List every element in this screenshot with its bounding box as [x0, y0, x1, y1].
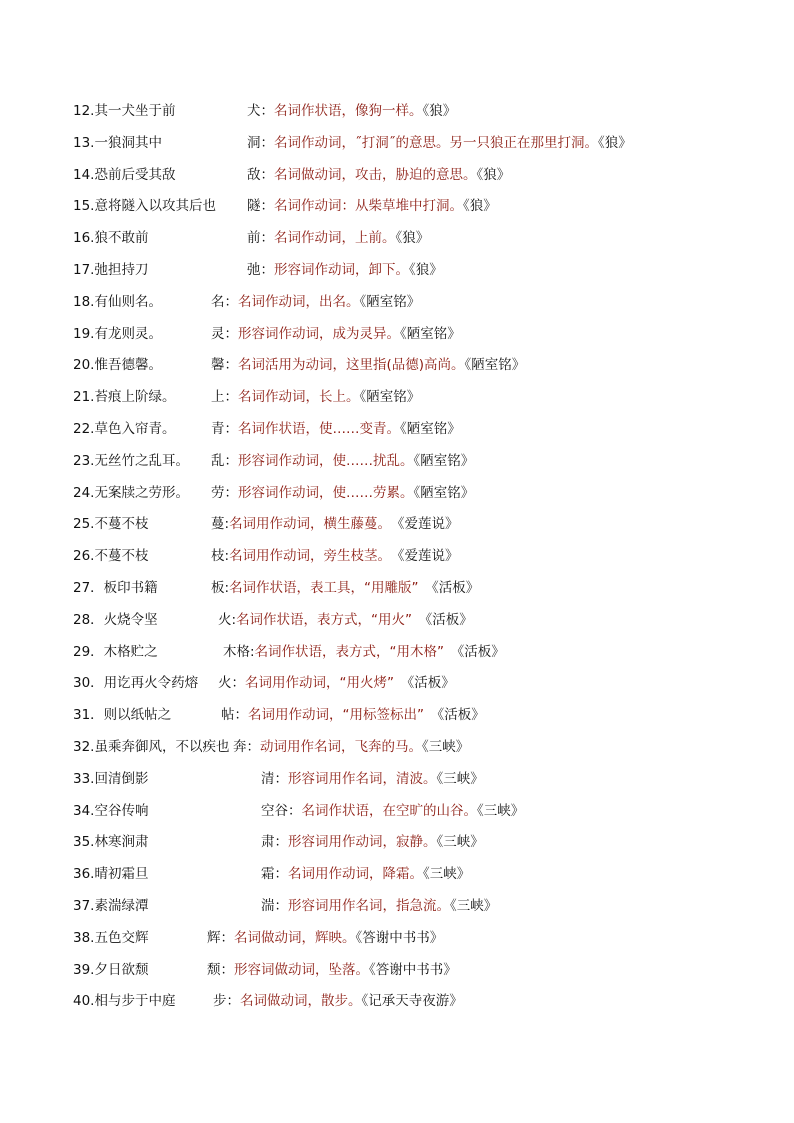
source-phrase: 27．板印书籍: [73, 580, 158, 596]
list-item: [73, 990, 784, 1012]
annotation: [211, 354, 525, 376]
list-item: [73, 450, 784, 472]
source-title: 《活板》: [418, 580, 480, 596]
list-item: [73, 736, 784, 758]
source-phrase: 28．火烧令坚: [73, 611, 158, 628]
annotation: [223, 641, 505, 663]
list-item: [73, 545, 784, 567]
source-title: 《三峡》: [450, 898, 498, 914]
target-word: 劳：: [211, 484, 238, 501]
source-phrase: 38.五色交辉: [73, 929, 149, 946]
explanation: 名词活用为动词，这里指(品德)高尚。: [238, 357, 465, 374]
list-item: [73, 227, 784, 249]
source-title: 《陋室铭》: [359, 293, 421, 310]
annotation: [247, 132, 632, 154]
annotation: [247, 100, 456, 122]
annotation: [211, 418, 461, 440]
annotation: [211, 545, 459, 567]
target-word: 隧：: [247, 198, 274, 215]
target-word: 湍：: [261, 898, 288, 914]
source-phrase: 37.素湍绿潭: [73, 898, 149, 914]
source-phrase: 22.草色入帘青。: [73, 421, 176, 437]
annotation: [261, 863, 470, 885]
explanation: 形容词作动词，使……劳累。: [238, 484, 414, 501]
source-phrase: 19.有龙则灵。: [73, 325, 162, 342]
source-title: 《陋室铭》: [413, 484, 475, 501]
explanation: 名词作状语，在空旷的山谷。: [301, 802, 477, 819]
source-phrase: 12.其一犬坐于前: [73, 103, 176, 119]
source-title: 《狼》: [476, 166, 511, 183]
source-phrase: 40.相与步于中庭: [73, 993, 176, 1010]
target-word: 霜：: [261, 866, 288, 883]
annotation: [207, 959, 457, 981]
annotation: [247, 195, 497, 217]
list-item: [73, 291, 784, 313]
source-phrase: 26.不蔓不枝: [73, 548, 149, 565]
target-word: 木格:: [223, 643, 255, 660]
target-word: 奔：: [233, 739, 260, 755]
source-title: 《三峡》: [422, 739, 470, 755]
explanation: 名词用作动词，“用标签标出”: [248, 707, 424, 724]
annotation: [247, 164, 510, 186]
source-title: 《三峡》: [436, 770, 484, 787]
target-word: 敌：: [247, 166, 274, 183]
explanation: 名词做动词，散步。: [240, 993, 362, 1010]
explanation: 形容词用作名词，指急流。: [288, 898, 450, 914]
list-item: [73, 259, 784, 281]
explanation: 形容词作动词，卸下。: [274, 262, 409, 278]
list-item: [73, 863, 784, 885]
source-phrase: 39.夕日欲颓: [73, 961, 149, 978]
source-phrase: 17.弛担持刀: [73, 262, 149, 278]
annotation: [211, 450, 474, 472]
explanation: 名词用作动词，旁生枝茎。: [229, 548, 385, 565]
target-word: 空谷：: [261, 802, 302, 819]
target-word: 犬：: [247, 103, 274, 119]
list-item: [73, 959, 784, 981]
explanation: 名词作动词，˝打洞˝的意思。另一只狼正在那里打洞。: [274, 134, 598, 151]
source-title: 《狼》: [422, 103, 457, 119]
target-word: 肃：: [261, 834, 288, 851]
source-title: 《狼》: [598, 134, 632, 151]
source-phrase: 30．用讫再火令药熔: [73, 675, 199, 692]
target-word: 颓：: [207, 961, 234, 978]
list-item: [73, 132, 784, 154]
source-phrase: 18.有仙则名。: [73, 293, 162, 310]
target-word: 馨：: [211, 357, 238, 374]
target-word: 上：: [211, 389, 238, 406]
list-item: [73, 704, 784, 726]
annotation: [211, 482, 474, 504]
source-title: 《答谢中书书》: [355, 929, 444, 946]
source-phrase: 36.晴初霜旦: [73, 866, 149, 883]
annotation: [221, 704, 485, 726]
source-title: 《爱莲说》: [384, 548, 459, 565]
explanation: 形容词做动词，坠落。: [234, 961, 369, 978]
annotation: [218, 609, 473, 631]
explanation: 名词做动词，攻击，胁迫的意思。: [274, 166, 477, 183]
annotation: [233, 736, 469, 758]
explanation: 名词作动词，长上。: [238, 389, 360, 406]
source-title: 《陋室铭》: [413, 452, 475, 469]
source-title: 《活板》: [412, 611, 473, 628]
explanation: 名词作状语，表方式，“用木格”: [254, 643, 445, 660]
source-title: 《陋室铭》: [359, 389, 421, 406]
source-title: 《狼》: [463, 198, 497, 215]
explanation: 动词用作名词，飞奔的马。: [260, 739, 422, 755]
list-item: [73, 672, 784, 694]
explanation: 名词作状语，表工具，“用雕版”: [229, 580, 419, 596]
source-title: 《答谢中书书》: [369, 961, 457, 978]
list-item: [73, 927, 784, 949]
source-phrase: 35.林寒涧肃: [73, 834, 149, 851]
source-title: 《狼》: [409, 262, 443, 278]
source-phrase: 29．木格贮之: [73, 643, 158, 660]
target-word: 火:: [218, 611, 237, 628]
target-word: 清：: [261, 770, 288, 787]
explanation: 形容词用作动词，寂静。: [288, 834, 437, 851]
list-item: [73, 768, 784, 790]
list-item: [73, 418, 784, 440]
target-word: 灵：: [211, 325, 238, 342]
annotation: [211, 291, 420, 313]
explanation: 名词作动词：从柴草堆中打洞。: [274, 198, 463, 215]
annotation: [211, 513, 459, 535]
explanation: 形容词用作名词，清波。: [288, 770, 437, 787]
source-title: 《狼》: [395, 230, 430, 247]
list-item: [73, 577, 784, 599]
source-title: 《陋室铭》: [400, 421, 461, 437]
explanation: 名词用作动词，降霜。: [288, 866, 423, 883]
explanation: 名词作动词，上前。: [274, 230, 396, 247]
source-phrase: 15.意将隧入以攻其后也: [73, 198, 216, 215]
annotation: [218, 672, 455, 694]
explanation: 形容词作动词，使……扰乱。: [238, 452, 414, 469]
source-title: 《记承天寺夜游》: [361, 993, 463, 1010]
source-phrase: 24.无案牍之劳形。: [73, 484, 189, 501]
source-phrase: 21.苔痕上阶绿。: [73, 389, 176, 406]
annotation: [211, 323, 461, 345]
list-item: [73, 513, 784, 535]
source-title: 《陋室铭》: [400, 325, 461, 342]
source-phrase: 14.恐前后受其敌: [73, 166, 176, 183]
target-word: 步：: [213, 993, 240, 1010]
source-title: 《活板》: [444, 643, 505, 660]
source-phrase: 13.一狼洞其中: [73, 134, 162, 151]
source-title: 《活板》: [424, 707, 485, 724]
target-word: 洞：: [247, 134, 274, 151]
list-item: [73, 164, 784, 186]
annotation: [211, 386, 420, 408]
annotation: [261, 800, 524, 822]
target-word: 前：: [247, 230, 274, 247]
list-item: [73, 609, 784, 631]
explanation: 名词作动词，出名。: [238, 293, 360, 310]
source-title: 《三峡》: [423, 866, 471, 883]
source-phrase: 25.不蔓不枝: [73, 516, 149, 533]
list-item: [73, 323, 784, 345]
list-item: [73, 895, 784, 917]
source-phrase: 32.虽乘奔御风，不以疾也: [73, 739, 230, 755]
explanation: 名词作状语，表方式，“用火”: [236, 611, 413, 628]
source-title: 《爱莲说》: [384, 516, 459, 533]
source-phrase: 34.空谷传响: [73, 802, 149, 819]
target-word: 辉：: [207, 929, 234, 946]
target-word: 帖：: [221, 707, 248, 724]
source-phrase: 23.无丝竹之乱耳。: [73, 452, 189, 469]
list-item: [73, 195, 784, 217]
target-word: 枝:: [211, 548, 230, 565]
annotation: [247, 227, 429, 249]
explanation: 名词作状语，像狗一样。: [274, 103, 423, 119]
explanation: 形容词作动词，成为灵异。: [238, 325, 400, 342]
target-word: 名：: [211, 293, 238, 310]
list-item: [73, 386, 784, 408]
list-item: [73, 641, 784, 663]
source-title: 《三峡》: [477, 802, 525, 819]
source-title: 《三峡》: [436, 834, 484, 851]
explanation: 名词用作动词，“用火烤”: [245, 675, 394, 692]
explanation: 名词做动词，辉映。: [234, 929, 356, 946]
target-word: 板:: [211, 580, 230, 596]
explanation: 名词用作动词，横生藤蔓。: [229, 516, 385, 533]
annotation: [247, 259, 443, 281]
annotation: [211, 577, 479, 599]
target-word: 青：: [211, 421, 238, 437]
list-item: [73, 354, 784, 376]
annotation: [261, 831, 484, 853]
target-word: 弛：: [247, 262, 274, 278]
annotation: [261, 895, 497, 917]
list-item: [73, 482, 784, 504]
annotation: [213, 990, 463, 1012]
annotation: [207, 927, 443, 949]
annotation: [261, 768, 484, 790]
source-phrase: 16.狼不敢前: [73, 230, 149, 247]
source-title: 《陋室铭》: [464, 357, 526, 374]
target-word: 火：: [218, 675, 245, 692]
explanation: 名词作状语，使……变青。: [238, 421, 400, 437]
source-phrase: 20.惟吾德馨。: [73, 357, 162, 374]
list-item: [73, 800, 784, 822]
source-phrase: 31．则以纸帖之: [73, 707, 172, 724]
target-word: 蔓:: [211, 516, 230, 533]
list-item: [73, 100, 784, 122]
target-word: 乱：: [211, 452, 238, 469]
source-phrase: 33.回清倒影: [73, 770, 149, 787]
list-item: [73, 831, 784, 853]
source-title: 《活板》: [394, 675, 455, 692]
